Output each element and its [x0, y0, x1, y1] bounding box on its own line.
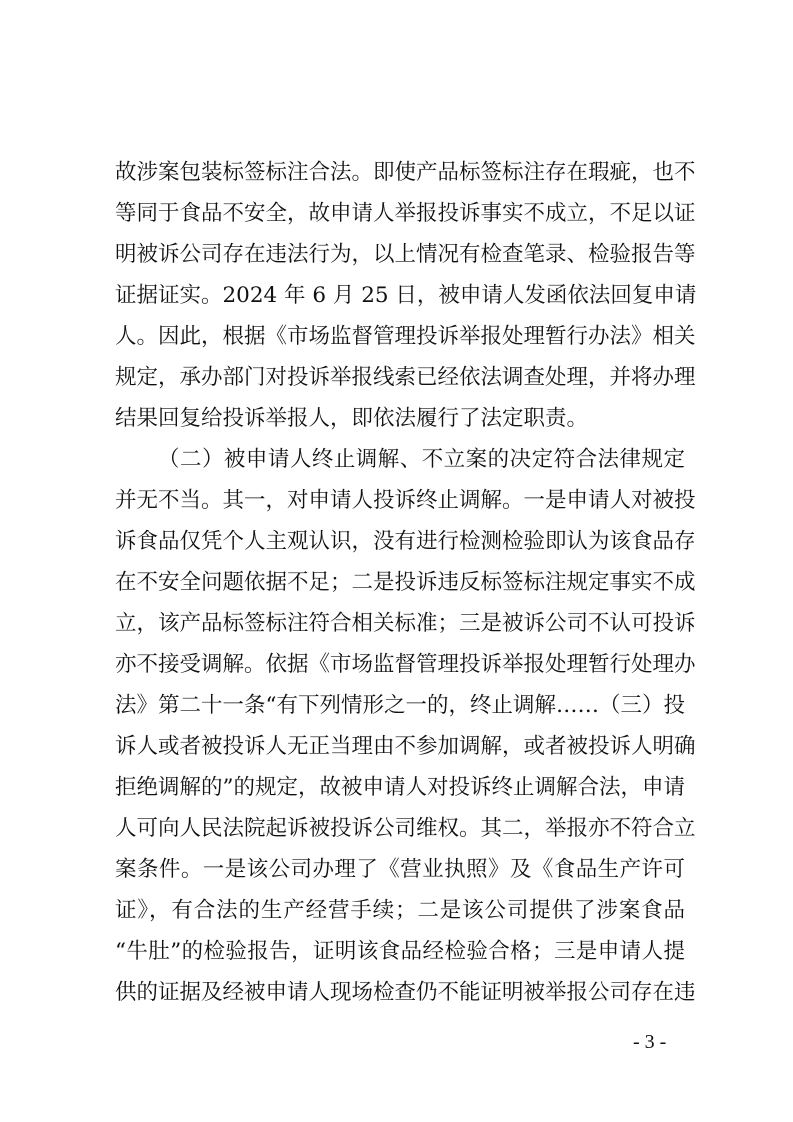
text-line-10: 诉食品仅凭个人主观认识，没有进行检测检验即认为该食品存 [115, 529, 696, 554]
text-line-15: 诉人或者被投诉人无正当理由不参加调解，或者被投诉人明确 [115, 734, 696, 759]
page-number: - 3 - [633, 1031, 667, 1053]
text-line-16: 拒绝调解的”的规定，故被申请人对投诉终止调解合法，申请 [115, 775, 685, 800]
text-line-21: 供的证据及经被申请人现场检查仍不能证明被举报公司存在违 [115, 980, 696, 1005]
text-line-9: 并无不当。其一，对申请人投诉终止调解。一是申请人对被投 [115, 488, 696, 513]
section-heading-2: （二）被申请人终止调解、不立案的决定符合法律规定 [158, 447, 685, 472]
text-line-12: 立，该产品标签标注符合相关标准；三是被诉公司不认可投诉 [115, 611, 696, 636]
text-line-6: 规定，承办部门对投诉举报线索已经依法调查处理，并将办理 [115, 365, 696, 390]
text-line-1: 故涉案包装标签标注合法。即使产品标签标注存在瑕疵，也不 [115, 160, 696, 185]
text-line-11: 在不安全问题依据不足；二是投诉违反标签标注规定事实不成 [115, 570, 696, 595]
text-line-13: 亦不接受调解。依据《市场监督管理投诉举报处理暂行处理办 [115, 652, 696, 677]
text-line-20: “牛肚”的检验报告，证明该食品经检验合格；三是申请人提 [115, 939, 685, 964]
text-line-14: 法》第二十一条“有下列情形之一的，终止调解……（三）投 [115, 693, 685, 718]
text-line-2: 等同于食品不安全，故申请人举报投诉事实不成立，不足以证 [115, 201, 696, 226]
text-line-18: 案条件。一是该公司办理了《营业执照》及《食品生产许可 [115, 857, 685, 882]
text-line-3: 明被诉公司存在违法行为，以上情况有检查笔录、检验报告等 [115, 242, 696, 267]
text-line-4: 证据证实。2024 年 6 月 25 日，被申请人发函依法回复申请 [115, 283, 697, 308]
text-line-17: 人可向人民法院起诉被投诉公司维权。其二，举报亦不符合立 [115, 816, 696, 841]
text-line-19: 证》，有合法的生产经营手续；二是该公司提供了涉案食品 [115, 898, 685, 923]
text-line-7: 结果回复给投诉举报人，即依法履行了法定职责。 [115, 406, 589, 431]
text-line-5: 人。因此，根据《市场监督管理投诉举报处理暂行办法》相关 [115, 324, 696, 349]
